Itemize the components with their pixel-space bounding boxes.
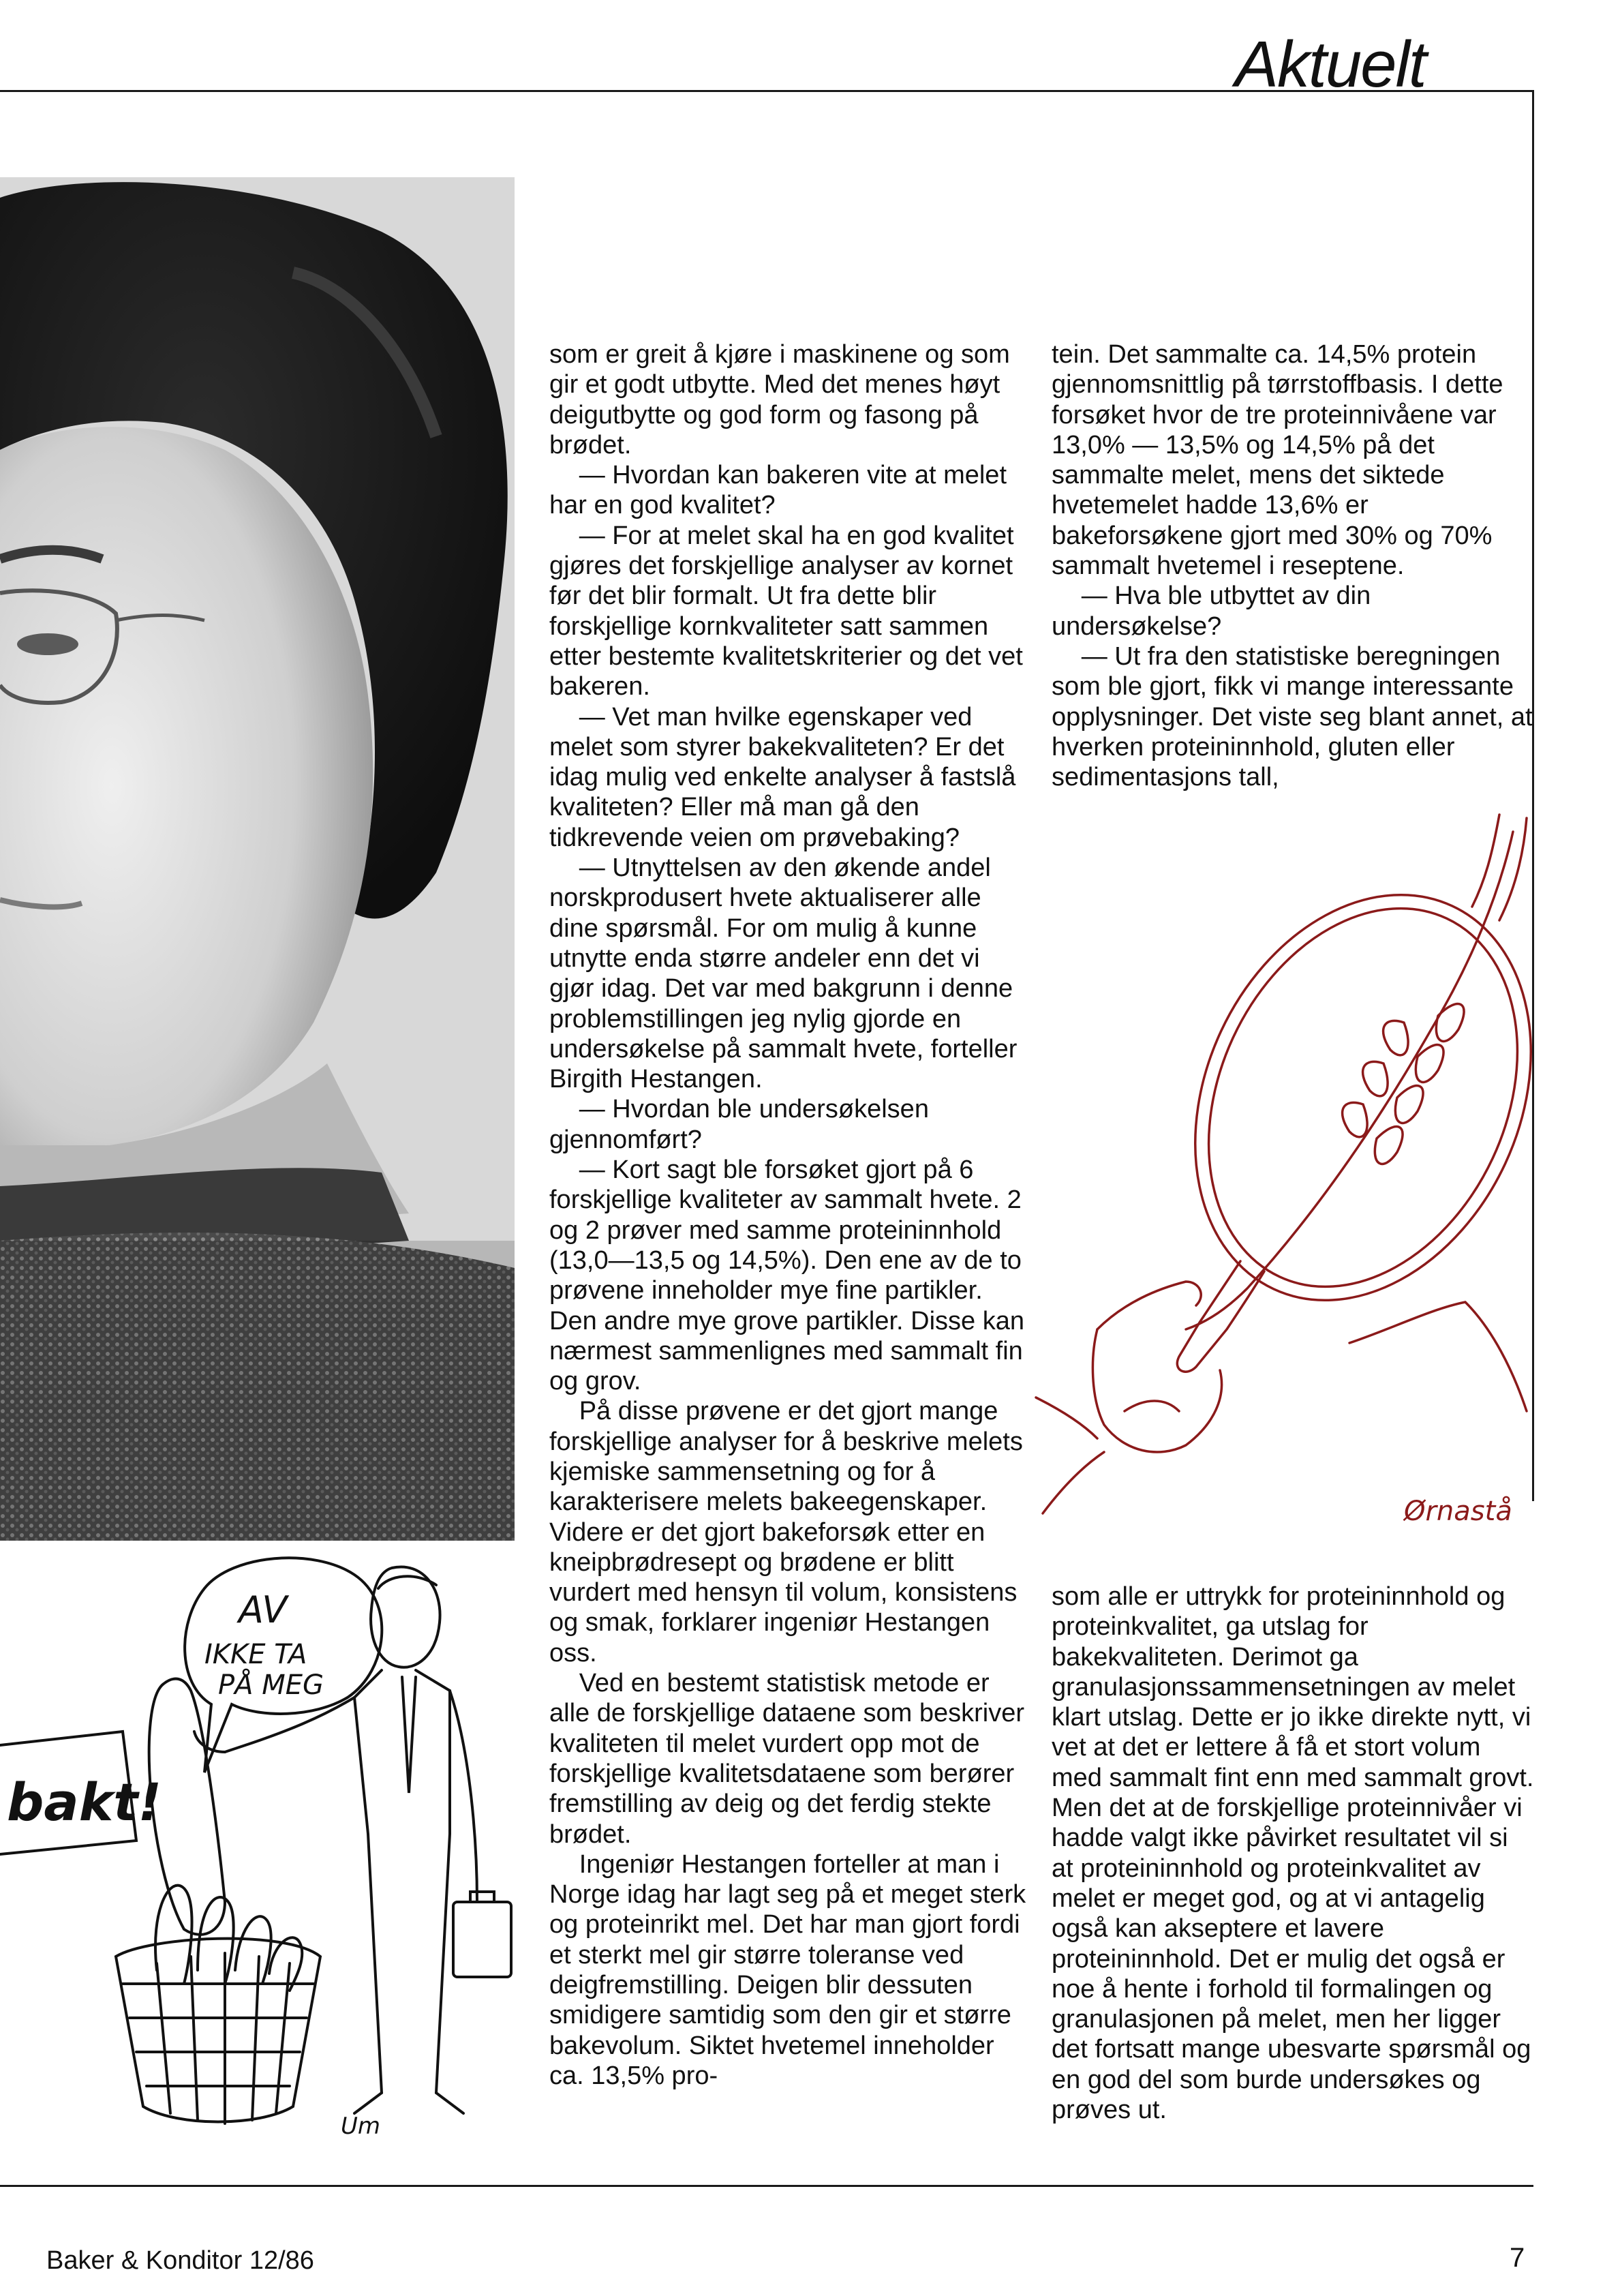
sign-text: bakt! [7,1772,162,1832]
article-column-2-top [1052,339,1535,792]
paragraph: Ingeniør Hestangen forteller at man i Norge idag har lagt seg på et meget sterk og proteinrikt mel. Det har man gjort fordi et sterkt mel gir større toleranse ved deigfremstilling. Deigen blir dessuten smidigere samtidig som den gir et større bakevolum. Siktet hvetemel inneholder ca. 13,5% pro- [549,1849,1026,2090]
paragraph: — For at melet skal ha en god kvalitet gjøres det forskjellige analyser av kornet før det blir formalt. Ut fra dette blir forskjellige kornkvaliteter satt sammen etter bestemte kvalitetskriterier og det vet bakeren. [549,521,1023,701]
section-title: Aktuelt [1235,28,1426,101]
paragraph: Ved en bestemt statistisk metode er alle de forskjellige dataene som beskriver kvaliteten til melet vurdert opp mot de forskjellige kvalitetsdataene som berører fremstilling av deig og det ferdig stekte brødet. [549,1669,1025,1849]
speech-bubble-line-1: AV [239,1588,288,1631]
article-column-1 [549,339,1026,2091]
paragraph: På disse prøvene er det gjort mange forskjellige analyser for å beskrive melets kjemiske sammensetning og for å karakterisere melets bakeegenskaper. Videre er det gjort bakeforsøk etter en kneipbrødresept og brødene er blitt vurdert med hensyn til volum, konsistens og smak, forklarer ingeniør Hestangen oss. [549,1397,1023,1667]
paragraph: — Hvordan ble undersøkelsen gjennomført? [549,1095,929,1154]
paragraph: tein. Det sammalte ca. 14,5% protein gjennomsnittlig på tørrstoffbasis. I dette forsøket hvor de tre proteinnivåene var 13,0% — 13,5% og 14,5% på det sammalte melet, mens det siktede hvetemelet hadde 13,6% er bakeforsøkene gjort med 30% og 70% sammalt hvetemel i reseptene. [1052,340,1503,581]
paragraph: — Hva ble utbyttet av din undersøkelse? [1052,581,1371,641]
cartoon-illustration [0,1547,525,2147]
paragraph: — Vet man hvilke egenskaper ved melet som styrer bakekvaliteten? Er det idag mulig ved enkelte analyser å fastslå kvaliteten? Eller må man gå den tidkrevende veien om prøvebaking? [549,702,1016,852]
paragraph: — Ut fra den statistiske beregningen som ble gjort, fikk vi mange interessante opplysninger. Det viste seg blant annet, at hverken proteininnhold, gluten eller sedimentasjons tall, [1052,641,1533,792]
publication-name: Baker & Konditor 12/86 [46,2246,314,2275]
cartoon-signature: Um [341,2113,381,2140]
paragraph: — Utnyttelsen av den økende andel norskprodusert hvete aktualiserer alle dine spørsmål. For om mulig å kunne utnytte enda større andeler enn det vi gjør idag. Det var med bakgrunn i denne problemstillingen jeg nylig gjorde en undersøkelse på sammalt hvete, forteller Birgith Hestangen. [549,854,1018,1094]
magnifier-wheat-illustration [1022,811,1554,1554]
paragraph: som alle er uttrykk for proteininnhold og proteinkvalitet, ga utslag for bakekvaliteten. Derimot ga granulasjonssammensetningen av melet klart utslag. Dette er jo ikke direkte nytt, vi vet at det er lettere å få et stort volum med sammalt fint enn med sammalt grovt. Men det at de forskjellige proteinnivåer vi hadde valgt ikke påvirket resultatet vil si at proteininnhold og proteinkvalitet av melet er meget god, og at vi antagelig også kan akseptere et lavere proteininnhold. Det er mulig det også er noe å hente i forhold til formalingen og granulasjonen på melet, men her ligger det fortsatt mange ubesvarte spørsmål og en god del som burde undersøkes og prøves ut. [1052,1582,1534,2125]
illustration-signature: Ørnastå [1404,1496,1512,1527]
footer-rule [0,2185,1533,2187]
speech-bubble-line-3: PÅ MEG [218,1670,324,1701]
portrait-photo [0,177,515,1541]
paragraph: som er greit å kjøre i maskinene og som gir et godt utbytte. Med det menes høyt deigutbytte og god form og fasong på brødet. [549,340,1010,459]
page-number: 7 [1510,2243,1525,2273]
paragraph: — Kort sagt ble forsøket gjort på 6 forskjellige kvaliteter av sammalt hvete. 2 og 2 prøver med samme proteininnhold (13,0—13,5 og 14,5%). Den ene av de to prøvene inneholder mye fine partikler. Den andre mye grove partikler. Disse kan nærmest sammenlignes med sammalt fin og grov. [549,1155,1024,1396]
article-column-2-bottom [1052,1582,1535,2125]
paragraph: — Hvordan kan bakeren vite at melet har en god kvalitet? [549,461,1007,520]
speech-bubble-line-2: IKKE TA [204,1639,307,1670]
